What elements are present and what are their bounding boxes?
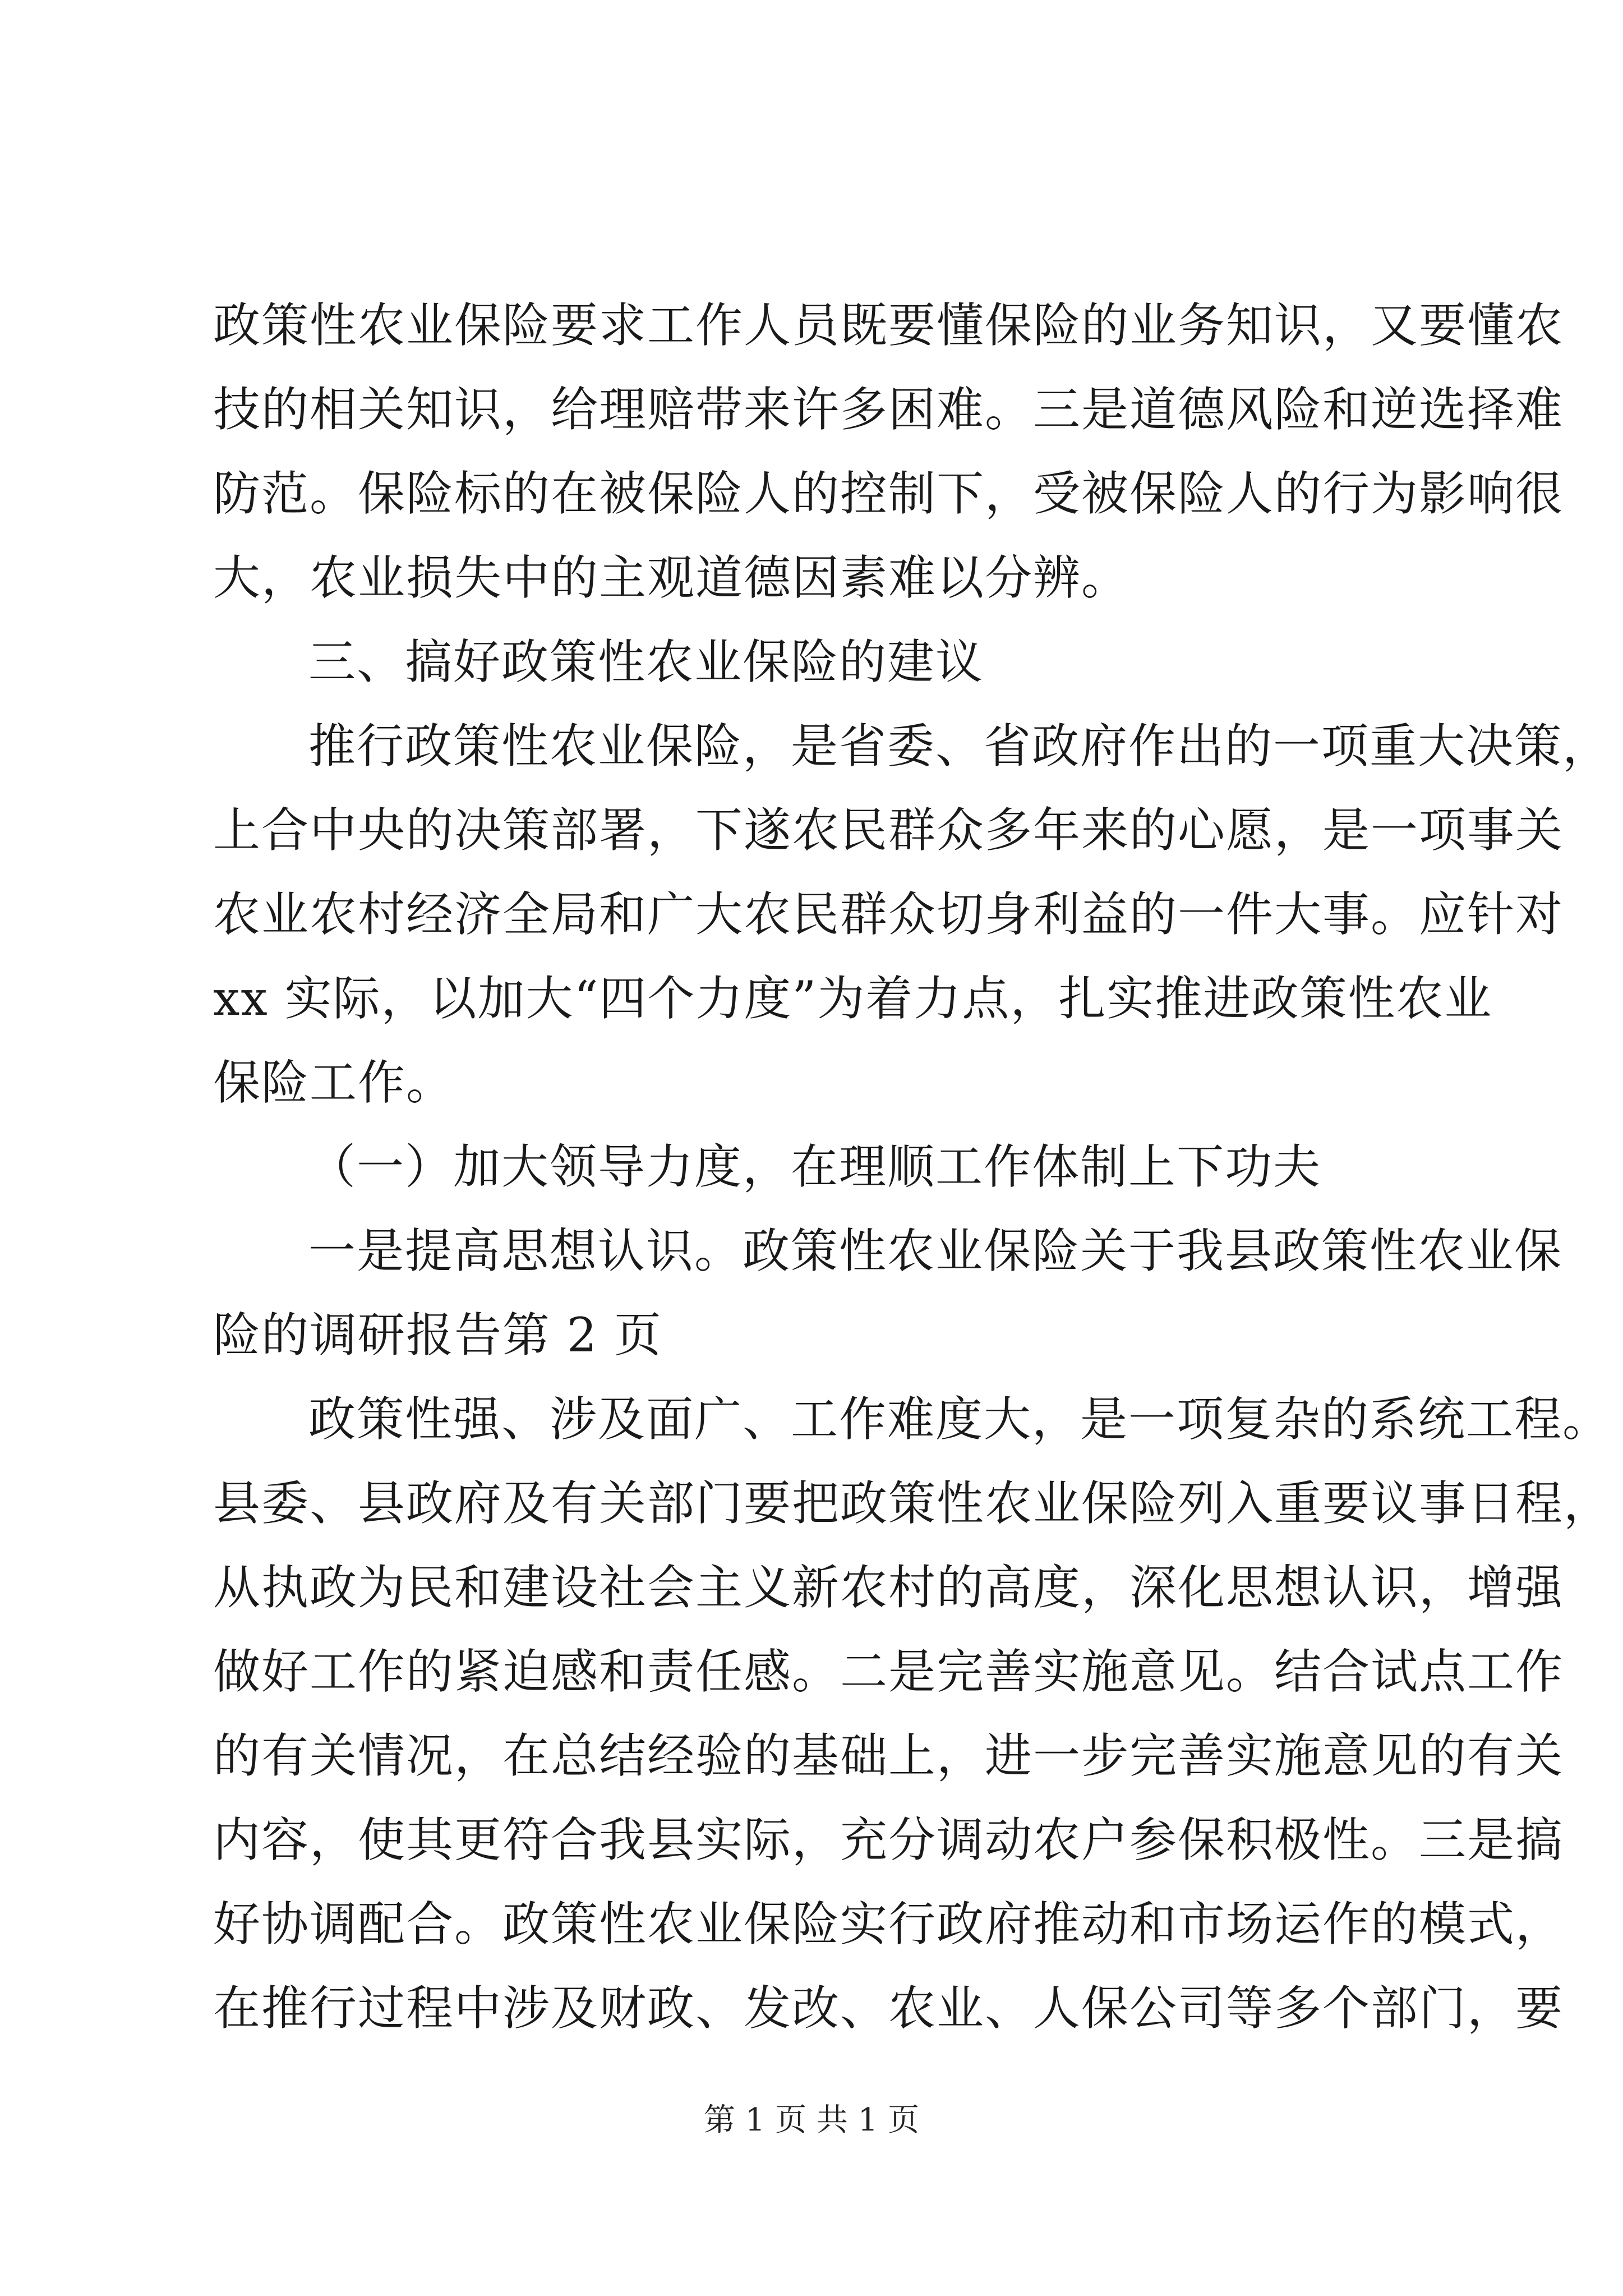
section-heading: 三、搞好政策性农业保险的建议 [308, 634, 984, 689]
body-line: 技的相关知识，给理赔带来许多困难。三是道德风险和逆选择难 [213, 382, 1564, 437]
body-line: 内容，使其更符合我县实际，充分调动农户参保积极性。三是搞 [213, 1812, 1564, 1867]
body-line: xx 实际，以加大“四个力度”为着力点，扎实推进政策性农业 [213, 971, 1493, 1026]
body-line: 从执政为民和建设社会主义新农村的高度，深化思想认识，增强 [213, 1560, 1564, 1615]
body-line: 的有关情况，在总结经验的基础上，进一步完善实施意见的有关 [213, 1728, 1564, 1783]
body-line: 上合中央的决策部署，下遂农民群众多年来的心愿，是一项事关 [213, 803, 1564, 858]
body-line: 险的调研报告第 2 页 [213, 1308, 662, 1363]
body-line: 好协调配合。政策性农业保险实行政府推动和市场运作的模式， [213, 1897, 1564, 1952]
body-line: 政策性农业保险要求工作人员既要懂保险的业务知识，又要懂农 [213, 298, 1564, 353]
subsection-heading: （一）加大领导力度，在理顺工作体制上下功夫 [308, 1139, 1322, 1194]
body-line: 保险工作。 [213, 1055, 455, 1110]
body-line: 农业农村经济全局和广大农民群众切身利益的一件大事。应针对 [213, 887, 1564, 942]
page-footer: 第 1 页 共 1 页 [703, 2102, 920, 2138]
body-line: 一是提高思想认识。政策性农业保险关于我县政策性农业保 [308, 1223, 1563, 1278]
body-line: 做好工作的紧迫感和责任感。二是完善实施意见。结合试点工作 [213, 1644, 1564, 1699]
body-line: 推行政策性农业保险，是省委、省政府作出的一项重大决策， [308, 719, 1611, 774]
body-line: 县委、县政府及有关部门要把政策性农业保险列入重要议事日程， [213, 1476, 1612, 1531]
body-line: 政策性强、涉及面广、工作难度大，是一项复杂的系统工程。 [308, 1392, 1611, 1447]
body-line: 防范。保险标的在被保险人的控制下，受被保险人的行为影响很 [213, 466, 1564, 521]
body-line: 在推行过程中涉及财政、发改、农业、人保公司等多个部门，要 [213, 1981, 1564, 2036]
body-line: 大，农业损失中的主观道德因素难以分辨。 [213, 550, 1130, 605]
